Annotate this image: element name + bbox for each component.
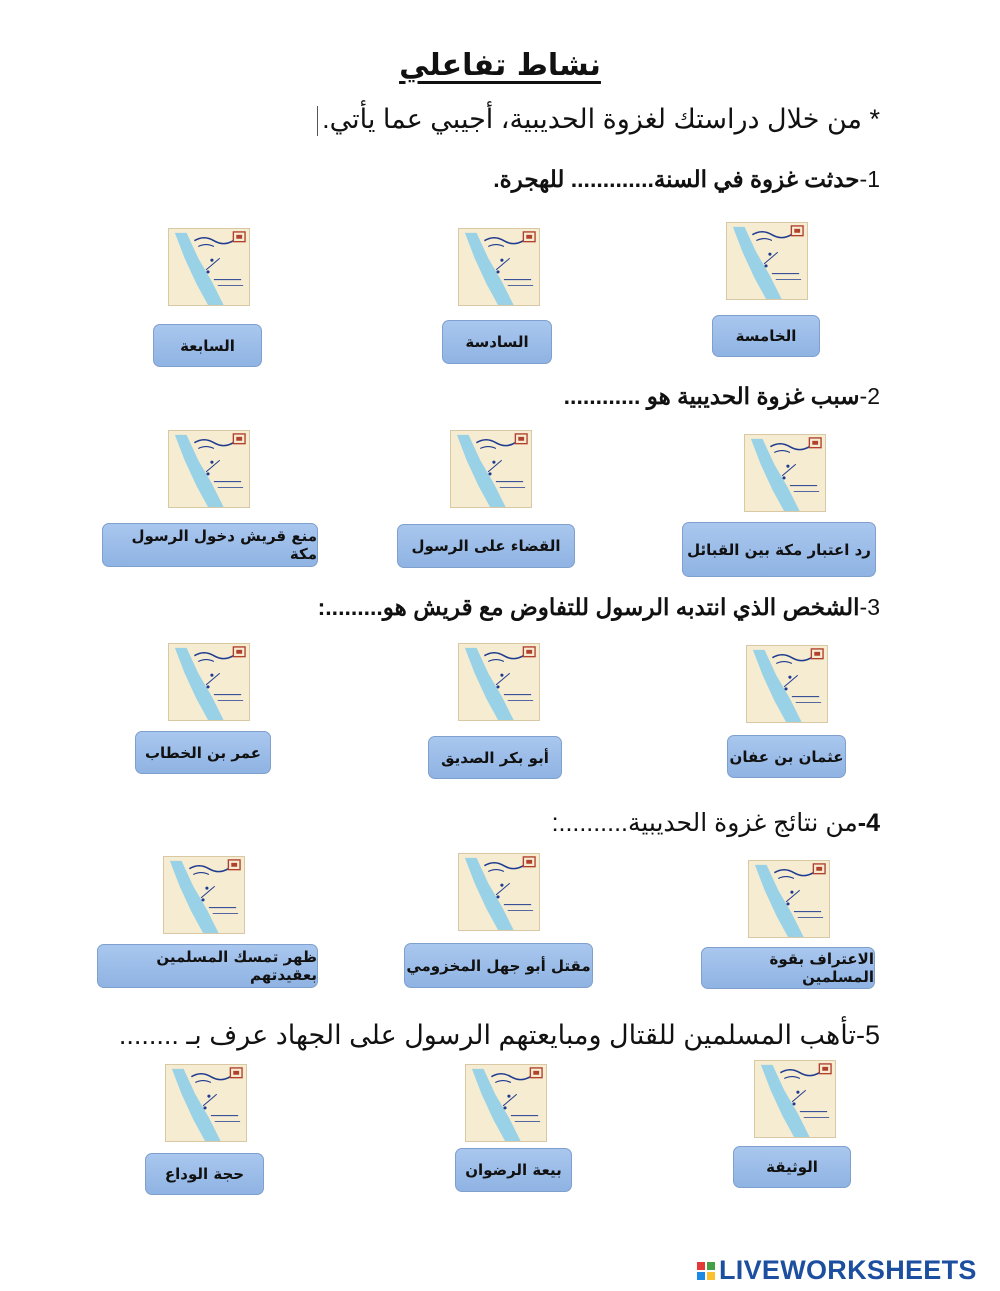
question-2-number: 2-: [859, 383, 880, 409]
hudaybiyyah-map-icon: [450, 430, 532, 508]
q1-option-seventh[interactable]: السابعة: [153, 324, 262, 367]
hudaybiyyah-map-icon: [746, 645, 828, 723]
hudaybiyyah-map-icon: [458, 228, 540, 306]
question-4-number: 4-: [857, 809, 880, 837]
hudaybiyyah-map-icon: [165, 1064, 247, 1142]
q4-option-steadfast-faith[interactable]: ظهر تمسك المسلمين بعقيدتهم: [97, 944, 318, 988]
page-title: نشاط تفاعلي: [399, 48, 601, 83]
question-5-number: 5-: [855, 1020, 880, 1050]
q2-option-eliminate-prophet[interactable]: القضاء على الرسول: [397, 524, 575, 568]
text-caret: [317, 106, 318, 136]
q4-option-abu-jahl[interactable]: مقتل أبو جهل المخزومي: [404, 943, 593, 988]
logo-square: [697, 1262, 705, 1270]
hudaybiyyah-map-icon: [458, 853, 540, 931]
hudaybiyyah-map-icon: [163, 856, 245, 934]
question-3: [318, 594, 880, 621]
question-2-text: سبب غزوة الحديبية هو ............: [563, 383, 860, 409]
question-2: [564, 383, 880, 410]
hudaybiyyah-map-icon: [744, 434, 826, 512]
intro-instruction: [317, 104, 880, 136]
hudaybiyyah-map-icon: [748, 860, 830, 938]
q1-option-sixth[interactable]: السادسة: [442, 320, 552, 364]
brand-name: LIVEWORKSHEETS: [719, 1255, 977, 1285]
hudaybiyyah-map-icon: [168, 430, 250, 508]
q3-option-abu-bakr[interactable]: أبو بكر الصديق: [428, 736, 562, 779]
hudaybiyyah-map-icon: [754, 1060, 836, 1138]
question-1-number: 1-: [859, 166, 880, 192]
question-1: [493, 166, 880, 193]
q3-option-umar[interactable]: عمر بن الخطاب: [135, 731, 271, 774]
question-1-text: حدثت غزوة في السنة............. للهجرة.: [493, 166, 860, 192]
intro-text: * من خلال دراستك لغزوة الحديبية، أجيبي عما يأتي.: [322, 104, 880, 134]
q3-option-uthman[interactable]: عثمان بن عفان: [727, 735, 846, 778]
q5-option-ridwan-pledge[interactable]: بيعة الرضوان: [455, 1148, 572, 1192]
question-5: [119, 1020, 880, 1051]
q4-option-recognition[interactable]: الاعتراف بقوة المسلمين: [701, 947, 875, 989]
question-3-text: الشخص الذي انتدبه الرسول للتفاوض مع قريش هو.........:: [317, 594, 860, 620]
q2-option-mecca-prestige[interactable]: رد اعتبار مكة بين القبائل: [682, 522, 876, 577]
logo-square: [707, 1262, 715, 1270]
logo-square: [697, 1272, 705, 1280]
q5-option-farewell-pilgrimage[interactable]: حجة الوداع: [145, 1153, 264, 1195]
question-4: [552, 808, 880, 838]
q2-option-prevent-entry[interactable]: منع قريش دخول الرسول مكة: [102, 523, 318, 567]
question-4-text: من نتائج غزوة الحديبية..........:: [551, 809, 858, 837]
q5-option-document[interactable]: الوثيقة: [733, 1146, 851, 1188]
hudaybiyyah-map-icon: [465, 1064, 547, 1142]
question-3-number: 3-: [859, 594, 880, 620]
hudaybiyyah-map-icon: [168, 228, 250, 306]
hudaybiyyah-map-icon: [168, 643, 250, 721]
hudaybiyyah-map-icon: [458, 643, 540, 721]
liveworksheets-mark-icon: [697, 1262, 715, 1280]
liveworksheets-logo: [697, 1255, 977, 1286]
q1-option-fifth[interactable]: الخامسة: [712, 315, 820, 357]
hudaybiyyah-map-icon: [726, 222, 808, 300]
question-5-text: تأهب المسلمين للقتال ومبايعتهم الرسول على الجهاد عرف بـ ........: [118, 1020, 856, 1050]
logo-square: [707, 1272, 715, 1280]
